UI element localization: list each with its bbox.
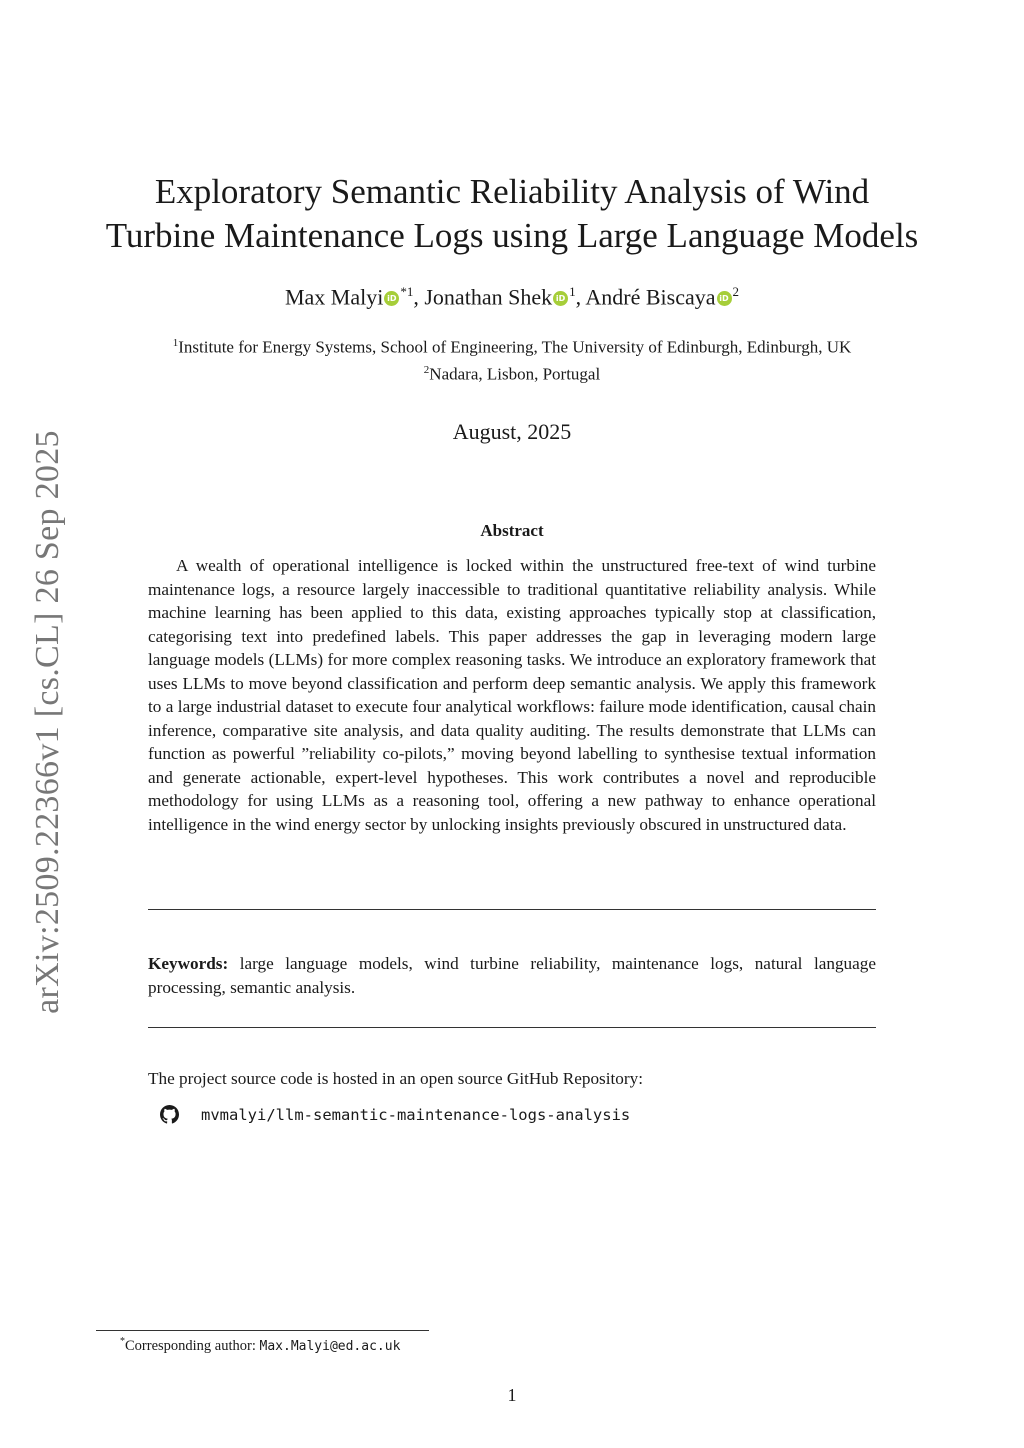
orcid-icon[interactable]: iD	[384, 291, 399, 306]
title-line-2: Turbine Maintenance Logs using Large Language Models	[105, 216, 919, 255]
abstract-heading: Abstract	[480, 521, 544, 540]
author-affiliation-mark: *1	[400, 284, 414, 299]
orcid-icon[interactable]: iD	[553, 291, 568, 306]
author-affiliation-mark: 2	[732, 284, 739, 299]
repository-link-row[interactable]	[160, 1105, 630, 1124]
keywords	[148, 952, 876, 999]
source-code-note: The project source code is hosted in an open source GitHub Repository:	[148, 1069, 643, 1088]
author-name: Max Malyi	[284, 284, 384, 310]
footnote-mark: *	[120, 1336, 125, 1347]
orcid-icon[interactable]: iD	[717, 291, 732, 306]
arxiv-identifier: arXiv:2509.22366v1 [cs.CL] 26 Sep 2025	[29, 430, 66, 1014]
author-name: André Biscaya	[585, 284, 716, 310]
footnote-label: Corresponding author:	[125, 1337, 256, 1354]
affiliation-number: 1	[172, 337, 179, 349]
affiliation-text: Nadara, Lisbon, Portugal	[429, 364, 601, 384]
paper-title	[0, 170, 1024, 258]
abstract-text: A wealth of operational intelligence is locked within the unstructured free-text of wind turbine maintenance logs, a resource largely inaccessible to traditional quantitative reliability analysis. While machine learning has been applied to this data, existing approaches typically stop at classification, categorising text into predefined labels. This paper addresses the gap in leveraging modern large language models (LLMs) for more complex reasoning tasks. We introduce an exploratory framework that uses LLMs to move beyond classification and perform deep semantic analysis. We apply this framework to a large industrial dataset to execute four analytical workflows: failure mode identification, causal chain inference, comparative site analysis, and data quality auditing. The results demonstrate that LLMs can function as powerful ”reliability co-pilots,” moving beyond labelling to synthesise textual information and generate actionable, expert-level hypotheses. This work contributes a novel and reproducible methodology for using LLMs as a reasoning tool, offering a new pathway to enhance operational intelligence in the wind energy sector by unlocking insights previously obscured in unstructured data.	[148, 556, 876, 834]
divider	[148, 909, 876, 910]
corresponding-email[interactable]: Max.Malyi@ed.ac.uk	[259, 1338, 401, 1354]
keywords-label: Keywords:	[148, 954, 229, 973]
publication-date: August, 2025	[452, 419, 572, 444]
author-affiliation-mark: 1	[569, 284, 576, 299]
page-number: 1	[507, 1385, 517, 1405]
divider	[148, 1027, 876, 1028]
title-line-1: Exploratory Semantic Reliability Analysis of Wind	[154, 172, 870, 211]
author-list: Max Malyi iD $^{*1}$, Jonathan Shek iD $^1$, André Biscaya iD $^2$	[284, 284, 739, 310]
affiliation-text: Institute for Energy Systems, School of Engineering, The University of Edinburgh, Edinburgh, UK	[178, 337, 852, 357]
github-icon[interactable]	[160, 1105, 179, 1124]
keywords-text: large language models, wind turbine reliability, maintenance logs, natural language processing, semantic analysis.	[148, 954, 876, 997]
affiliations	[0, 332, 1024, 385]
affiliation-number: 2	[423, 363, 430, 376]
author-name: Jonathan Shek	[424, 284, 553, 310]
footnote	[120, 1336, 400, 1355]
affiliation-line	[0, 359, 1024, 386]
repository-link[interactable]: mvmalyi/llm-semantic-maintenance-logs-analysis	[201, 1105, 631, 1124]
footnote-divider	[96, 1330, 429, 1331]
affiliation-line	[0, 332, 1024, 359]
